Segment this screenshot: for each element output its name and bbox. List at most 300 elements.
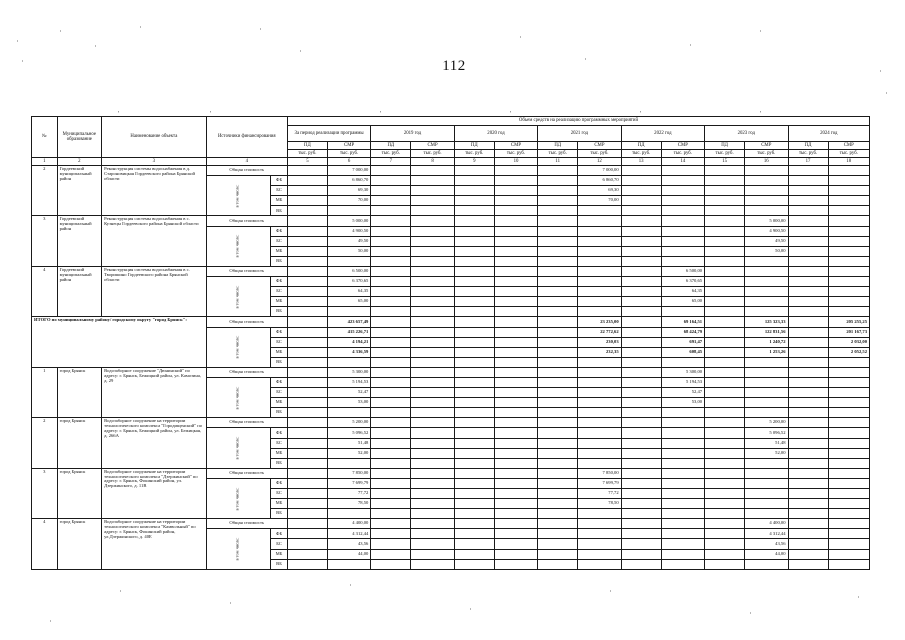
value-cell xyxy=(788,216,828,226)
value-cell xyxy=(661,499,704,509)
municipality-name: город Брянск xyxy=(57,418,102,468)
value-cell: 6 370,65 xyxy=(661,277,704,287)
value-cell xyxy=(538,277,578,287)
funding-kind: ФБ xyxy=(271,478,288,488)
value-cell xyxy=(788,509,828,519)
value-cell xyxy=(494,246,537,256)
value-cell xyxy=(411,559,454,569)
total-label: ИТОГО по муниципальному району/ городскому округу "город Брянск": xyxy=(32,317,207,367)
value-cell xyxy=(411,377,454,387)
value-cell xyxy=(705,529,745,539)
value-cell xyxy=(705,206,745,216)
funding-kind: ФБ xyxy=(271,176,288,186)
value-cell xyxy=(411,367,454,377)
value-cell xyxy=(621,266,661,276)
value-cell xyxy=(371,176,411,186)
value-cell xyxy=(705,509,745,519)
value-cell xyxy=(371,216,411,226)
value-cell xyxy=(788,438,828,448)
header-col-number: 3 xyxy=(102,158,207,166)
header-unit: тыс. руб. xyxy=(578,150,621,158)
funding-total-cost: Общая стоимость xyxy=(206,367,287,377)
header-funding: Источники финансирования xyxy=(206,117,287,158)
value-cell xyxy=(538,266,578,276)
value-cell xyxy=(411,478,454,488)
value-cell xyxy=(661,307,704,317)
value-cell xyxy=(454,559,494,569)
value-cell: 4 312,44 xyxy=(327,529,370,539)
value-cell xyxy=(494,277,537,287)
value-cell xyxy=(661,196,704,206)
funding-kind: ФБ xyxy=(271,277,288,287)
header-col-number: 2 xyxy=(57,158,102,166)
in-that-number-label xyxy=(206,478,271,518)
value-cell: 7 699,79 xyxy=(578,478,621,488)
value-cell xyxy=(411,246,454,256)
value-cell xyxy=(454,186,494,196)
value-cell xyxy=(371,196,411,206)
value-cell xyxy=(538,196,578,206)
value-cell xyxy=(661,186,704,196)
value-cell: 4 900,50 xyxy=(745,226,788,236)
value-cell: 52,00 xyxy=(745,448,788,458)
value-cell xyxy=(621,337,661,347)
value-cell xyxy=(371,438,411,448)
value-cell xyxy=(621,297,661,307)
value-cell xyxy=(454,277,494,287)
header-period: 2020 год xyxy=(454,126,537,142)
value-cell: 49,50 xyxy=(745,236,788,246)
header-col-number: 9 xyxy=(454,158,494,166)
object-name: Водозаборное сооружение на территории технологического комплекса "Камвольный" по адресу: г. Брянск, Фокинский район, ул.Дзержинского, д. 40Е xyxy=(102,519,207,570)
value-cell xyxy=(661,438,704,448)
value-cell xyxy=(745,509,788,519)
value-cell xyxy=(621,256,661,266)
value-cell xyxy=(828,549,869,559)
value-cell: 7 000,00 xyxy=(327,166,370,176)
value-cell xyxy=(411,206,454,216)
value-cell xyxy=(494,458,537,468)
value-cell: 5 096,52 xyxy=(327,428,370,438)
value-cell xyxy=(661,468,704,478)
in-that-number-text: в том числе: xyxy=(235,335,241,359)
value-cell xyxy=(454,337,494,347)
value-cell xyxy=(538,377,578,387)
in-that-number-label xyxy=(206,529,271,570)
value-cell xyxy=(578,529,621,539)
value-cell xyxy=(538,367,578,377)
header-smr: СМР xyxy=(411,142,454,150)
value-cell xyxy=(621,307,661,317)
value-cell xyxy=(621,549,661,559)
value-cell xyxy=(788,226,828,236)
in-that-number-label xyxy=(206,277,271,317)
value-cell xyxy=(371,246,411,256)
value-cell xyxy=(661,357,704,367)
value-cell xyxy=(454,357,494,367)
value-cell xyxy=(371,408,411,418)
value-cell: 5 194,53 xyxy=(327,377,370,387)
value-cell xyxy=(411,357,454,367)
value-cell xyxy=(411,438,454,448)
funding-kind: ВБ xyxy=(271,256,288,266)
value-cell xyxy=(287,489,327,499)
value-cell xyxy=(494,539,537,549)
value-cell xyxy=(371,266,411,276)
value-cell xyxy=(327,206,370,216)
value-cell xyxy=(705,266,745,276)
value-cell xyxy=(621,388,661,398)
value-cell xyxy=(828,509,869,519)
value-cell xyxy=(788,398,828,408)
value-cell xyxy=(705,468,745,478)
value-cell xyxy=(705,196,745,206)
value-cell xyxy=(538,317,578,327)
value-cell xyxy=(788,559,828,569)
value-cell: 5 300,00 xyxy=(327,367,370,377)
value-cell xyxy=(705,277,745,287)
value-cell xyxy=(454,236,494,246)
value-cell xyxy=(371,327,411,337)
value-cell xyxy=(494,468,537,478)
header-col-number: 1 xyxy=(32,158,58,166)
value-cell xyxy=(661,166,704,176)
value-cell xyxy=(745,468,788,478)
value-cell xyxy=(788,317,828,327)
value-cell: 43,56 xyxy=(327,539,370,549)
value-cell xyxy=(454,196,494,206)
value-cell xyxy=(371,297,411,307)
value-cell xyxy=(788,489,828,499)
value-cell xyxy=(538,408,578,418)
funding-kind: ВБ xyxy=(271,307,288,317)
value-cell xyxy=(745,458,788,468)
value-cell xyxy=(828,489,869,499)
value-cell xyxy=(705,317,745,327)
value-cell xyxy=(828,468,869,478)
table-row xyxy=(32,317,870,327)
value-cell xyxy=(538,489,578,499)
value-cell xyxy=(621,489,661,499)
value-cell xyxy=(371,256,411,266)
value-cell xyxy=(411,236,454,246)
value-cell xyxy=(705,428,745,438)
value-cell xyxy=(788,186,828,196)
value-cell xyxy=(661,408,704,418)
value-cell: 5 000,00 xyxy=(745,216,788,226)
municipality-name: город Брянск xyxy=(57,468,102,518)
header-col-number: 12 xyxy=(578,158,621,166)
value-cell xyxy=(828,216,869,226)
funding-total-cost: Общая стоимость xyxy=(206,468,287,478)
value-cell xyxy=(538,549,578,559)
value-cell xyxy=(494,367,537,377)
value-cell: 4 336,59 xyxy=(327,347,370,357)
value-cell xyxy=(371,367,411,377)
value-cell: 22 772,62 xyxy=(578,327,621,337)
header-pd: ПД xyxy=(788,142,828,150)
value-cell xyxy=(661,559,704,569)
value-cell xyxy=(621,499,661,509)
value-cell xyxy=(494,186,537,196)
value-cell xyxy=(745,186,788,196)
value-cell xyxy=(578,297,621,307)
value-cell xyxy=(828,246,869,256)
value-cell xyxy=(371,277,411,287)
value-cell xyxy=(828,236,869,246)
value-cell xyxy=(788,408,828,418)
value-cell xyxy=(828,277,869,287)
value-cell xyxy=(621,246,661,256)
value-cell xyxy=(828,428,869,438)
value-cell xyxy=(287,317,327,327)
value-cell xyxy=(788,448,828,458)
value-cell xyxy=(454,307,494,317)
value-cell xyxy=(494,196,537,206)
value-cell xyxy=(411,176,454,186)
header-unit: тыс. руб. xyxy=(454,150,494,158)
funding-kind: ВБ xyxy=(271,206,288,216)
table-row xyxy=(32,468,870,478)
value-cell xyxy=(494,418,537,428)
value-cell xyxy=(621,408,661,418)
value-cell xyxy=(538,307,578,317)
value-cell xyxy=(538,398,578,408)
value-cell xyxy=(494,206,537,216)
value-cell xyxy=(494,529,537,539)
value-cell xyxy=(661,509,704,519)
value-cell xyxy=(538,166,578,176)
value-cell xyxy=(494,499,537,509)
value-cell xyxy=(788,277,828,287)
header-smr: СМР xyxy=(494,142,537,150)
value-cell xyxy=(828,196,869,206)
in-that-number-label xyxy=(206,226,271,266)
value-cell xyxy=(494,438,537,448)
value-cell xyxy=(705,186,745,196)
value-cell xyxy=(371,287,411,297)
value-cell xyxy=(287,357,327,367)
value-cell xyxy=(578,206,621,216)
value-cell xyxy=(538,478,578,488)
value-cell xyxy=(411,428,454,438)
header-period: За период реализации программы xyxy=(287,126,370,142)
funding-kind: БС xyxy=(271,539,288,549)
value-cell xyxy=(621,216,661,226)
value-cell xyxy=(621,529,661,539)
value-cell xyxy=(371,206,411,216)
value-cell xyxy=(494,317,537,327)
value-cell xyxy=(287,428,327,438)
value-cell xyxy=(494,226,537,236)
value-cell xyxy=(788,428,828,438)
value-cell xyxy=(538,176,578,186)
value-cell xyxy=(287,196,327,206)
value-cell: 52,47 xyxy=(327,388,370,398)
value-cell xyxy=(621,226,661,236)
funding-kind: МБ xyxy=(271,297,288,307)
value-cell xyxy=(287,186,327,196)
value-cell xyxy=(828,438,869,448)
value-cell xyxy=(705,438,745,448)
table-row xyxy=(32,418,870,428)
value-cell: 52,47 xyxy=(661,388,704,398)
funding-kind: МБ xyxy=(271,196,288,206)
value-cell xyxy=(287,408,327,418)
value-cell xyxy=(705,559,745,569)
value-cell xyxy=(454,206,494,216)
value-cell xyxy=(621,539,661,549)
value-cell xyxy=(621,398,661,408)
value-cell xyxy=(411,226,454,236)
header-col-number: 8 xyxy=(411,158,454,166)
value-cell xyxy=(578,307,621,317)
header-col-number: 5 xyxy=(287,158,327,166)
value-cell xyxy=(538,448,578,458)
value-cell xyxy=(287,549,327,559)
value-cell xyxy=(661,428,704,438)
header-period: 2022 год xyxy=(621,126,704,142)
header-unit: тыс. руб. xyxy=(411,150,454,158)
value-cell xyxy=(494,236,537,246)
value-cell: 70,00 xyxy=(327,196,370,206)
header-period: 2021 год xyxy=(538,126,621,142)
value-cell xyxy=(494,256,537,266)
value-cell xyxy=(371,357,411,367)
funding-kind: ВБ xyxy=(271,559,288,569)
header-col-number: 15 xyxy=(705,158,745,166)
value-cell xyxy=(788,388,828,398)
value-cell xyxy=(788,529,828,539)
header-unit: тыс. руб. xyxy=(828,150,869,158)
header-unit: тыс. руб. xyxy=(371,150,411,158)
value-cell xyxy=(411,196,454,206)
value-cell xyxy=(411,448,454,458)
value-cell xyxy=(705,377,745,387)
value-cell xyxy=(538,519,578,529)
value-cell: 78,50 xyxy=(578,499,621,509)
header-period: 2024 год xyxy=(788,126,870,142)
header-object: Наименование объекта xyxy=(102,117,207,158)
value-cell xyxy=(287,236,327,246)
value-cell xyxy=(454,489,494,499)
value-cell xyxy=(327,559,370,569)
header-col-number: 4 xyxy=(206,158,287,166)
value-cell: 2 032,00 xyxy=(828,337,869,347)
value-cell xyxy=(287,226,327,236)
value-cell xyxy=(578,539,621,549)
header-pd: ПД xyxy=(538,142,578,150)
value-cell: 50,00 xyxy=(327,246,370,256)
header-unit: тыс. руб. xyxy=(494,150,537,158)
value-cell xyxy=(788,468,828,478)
value-cell xyxy=(788,367,828,377)
funding-kind: БС xyxy=(271,287,288,297)
value-cell xyxy=(621,367,661,377)
value-cell: 78,50 xyxy=(327,499,370,509)
header-pd: ПД xyxy=(621,142,661,150)
value-cell xyxy=(578,448,621,458)
funding-kind: ФБ xyxy=(271,428,288,438)
value-cell xyxy=(371,509,411,519)
value-cell xyxy=(745,499,788,509)
header-col-number: 18 xyxy=(828,158,869,166)
value-cell xyxy=(287,388,327,398)
value-cell xyxy=(828,166,869,176)
value-cell xyxy=(287,398,327,408)
value-cell xyxy=(287,519,327,529)
header-unit: тыс. руб. xyxy=(287,150,327,158)
value-cell xyxy=(745,277,788,287)
header-unit: тыс. руб. xyxy=(327,150,370,158)
value-cell xyxy=(828,398,869,408)
value-cell xyxy=(705,458,745,468)
funding-kind: ФБ xyxy=(271,226,288,236)
row-number: 2 xyxy=(32,418,58,468)
value-cell xyxy=(494,297,537,307)
value-cell xyxy=(411,499,454,509)
value-cell xyxy=(661,236,704,246)
value-cell: 5 096,52 xyxy=(745,428,788,438)
value-cell xyxy=(745,489,788,499)
value-cell xyxy=(705,256,745,266)
value-cell: 77,72 xyxy=(327,489,370,499)
value-cell xyxy=(578,559,621,569)
value-cell xyxy=(287,478,327,488)
value-cell xyxy=(621,559,661,569)
funding-kind: БС xyxy=(271,186,288,196)
value-cell xyxy=(828,186,869,196)
in-that-number-text: в том числе: xyxy=(235,537,241,561)
value-cell xyxy=(621,277,661,287)
value-cell: 6 500,00 xyxy=(327,266,370,276)
value-cell xyxy=(494,287,537,297)
value-cell: 2 052,52 xyxy=(828,347,869,357)
value-cell xyxy=(287,367,327,377)
value-cell: 230,03 xyxy=(578,337,621,347)
value-cell xyxy=(788,337,828,347)
value-cell xyxy=(411,539,454,549)
value-cell xyxy=(494,166,537,176)
value-cell: 125 323,33 xyxy=(745,317,788,327)
value-cell: 69,30 xyxy=(327,186,370,196)
value-cell xyxy=(454,367,494,377)
value-cell xyxy=(411,307,454,317)
value-cell xyxy=(661,176,704,186)
value-cell xyxy=(828,388,869,398)
funding-kind: ФБ xyxy=(271,529,288,539)
value-cell xyxy=(578,398,621,408)
value-cell xyxy=(705,357,745,367)
value-cell xyxy=(287,529,327,539)
value-cell xyxy=(411,489,454,499)
value-cell xyxy=(578,277,621,287)
value-cell xyxy=(788,458,828,468)
municipality-name: город Брянск xyxy=(57,367,102,417)
object-name: Реконструкция системы водоснабжения в с. Кузнецы Гордеевского района Брянской области xyxy=(102,216,207,266)
value-cell xyxy=(411,418,454,428)
value-cell xyxy=(287,448,327,458)
value-cell: 4 312,44 xyxy=(745,529,788,539)
value-cell: 43,56 xyxy=(745,539,788,549)
value-cell: 23 235,00 xyxy=(578,317,621,327)
value-cell: 70,00 xyxy=(578,196,621,206)
value-cell xyxy=(745,478,788,488)
header-col-number: 14 xyxy=(661,158,704,166)
value-cell xyxy=(494,559,537,569)
value-cell: 50,00 xyxy=(745,246,788,256)
value-cell xyxy=(705,408,745,418)
